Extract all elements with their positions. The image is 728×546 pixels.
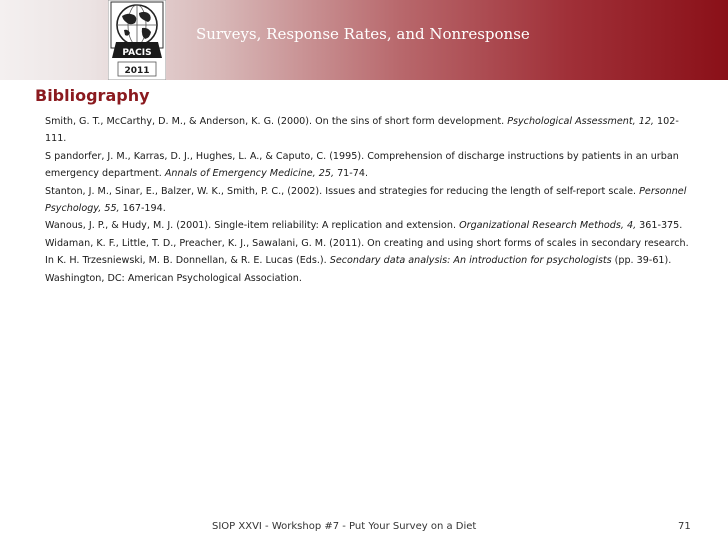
reference-pages: 102-111. [45,116,679,145]
reference-journal: Organizational Research Methods, 4, [459,220,637,232]
reference-pages: (pp. 39-61). Washington, DC: American Psychological Association. [45,255,672,284]
reference-pages: 361-375. [636,220,683,232]
reference-pages: 167-194. [119,203,166,215]
logo-text-year: 2011 [124,66,150,76]
reference-journal: Psychological Assessment, 12, [507,116,654,127]
reference-entry [45,235,693,287]
reference-text: S pandorfer, J. M., Karras, D. J., Hughes, L. A., & Caputo, C. (1995). Comprehension of discharge instructions by patients in an urban emergency department. [45,150,679,180]
reference-journal: Personnel Psychology, 55, [45,185,687,215]
reference-text: Stanton, J. M., Sinar, E., Balzer, W. K., Smith, P. C., (2002). Issues and strategies for reducing the length of self-report scale. [45,185,640,197]
reference-text: Wanous, J. P., & Hudy, M. J. (2001). Single-item reliability: A replication and extension. [45,220,460,232]
reference-journal: Secondary data analysis: An introduction for psychologists [329,255,612,267]
reference-entry [45,183,693,218]
reference-entry [45,113,693,148]
reference-list [45,113,693,287]
slide-footer: SIOP XXVI - Workshop #7 - Put Your Survey on a Diet [212,521,477,532]
globe-logo-icon [108,0,166,80]
reference-journal: Annals of Emergency Medicine, 25, [164,168,335,180]
slide-title: Surveys, Response Rates, and Nonresponse [196,25,530,43]
reference-entry [45,217,693,234]
reference-pages: 71-74. [334,168,368,180]
reference-entry [45,148,693,183]
logo-text-pacis: PACIS [122,48,152,58]
reference-text: Smith, G. T., McCarthy, D. M., & Anderson, K. G. (2000). On the sins of short form development. [45,116,508,127]
reference-text: Widaman, K. F., Little, T. D., Preacher, K. J., Sawalani, G. M. (2011). On creating and using short forms of scales in secondary research. In K. H. Trzesniewski, M. B. Donnellan, & R. E. Lucas (Eds.). [45,237,689,267]
section-heading: Bibliography [35,86,150,105]
page-number: 71 [678,521,691,532]
